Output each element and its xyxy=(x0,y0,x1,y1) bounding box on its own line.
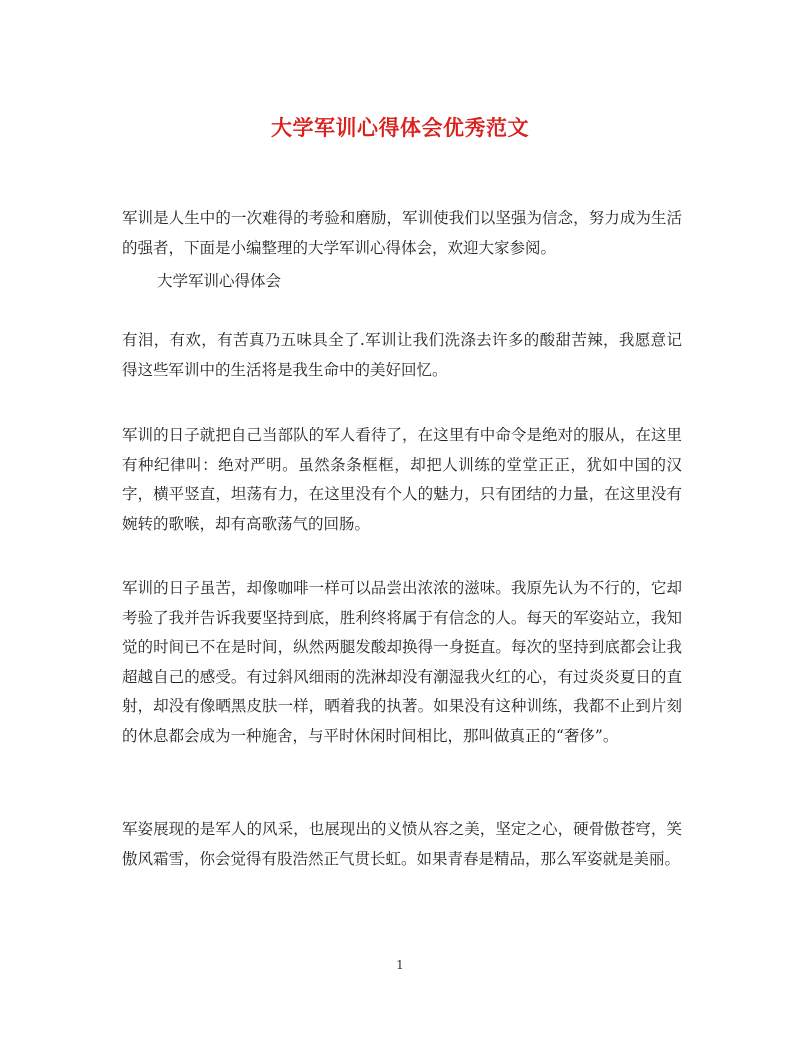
body-paragraph-4: 军姿展现的是军人的风采，也展现出的义愤从容之美，坚定之心，硬骨傲苍穹，笑傲风霜雪，你会觉得有股浩然正气贯长虹。如果青春是精品，那么军姿就是美丽。 xyxy=(122,820,682,868)
document-title: 大学军训心得体会优秀范文 xyxy=(271,115,529,140)
body-paragraph-3: 军训的日子虽苦，却像咖啡一样可以品尝出浓浓的滋味。我原先认为不行的，它却考验了我并告诉我要坚持到底，胜利终将属于有信念的人。每天的军姿站立，我知觉的时间已不在是时间，纵然两腿发酸却换得一身挺直。每次的坚持到底都会让我超越自己的感受。有过斜风细雨的洗淋却没有潮湿我火红的心，有过炎炎夏日的直射，却没有像晒黑皮肤一样，晒着我的执著。如果没有这种训练，我都不止到片刻的休息都会成为一种施舍，与平时休闲时间相比，那叫做真正的“奢侈”。 xyxy=(122,579,682,745)
sub-heading: 大学军训心得体会 xyxy=(157,272,282,290)
intro-paragraph: 军训是人生中的一次难得的考验和磨励，军训使我们以坚强为信念，努力成为生活的强者，下面是小编整理的大学军训心得体会，欢迎大家参阅。 xyxy=(122,209,682,257)
body-paragraph-2: 军训的日子就把自己当部队的军人看待了，在这里有中命令是绝对的服从，在这里有种纪律叫：绝对严明。虽然条条框框，却把人训练的堂堂正正，犹如中国的汉字，横平竖直，坦荡有力，在这里没有个人的魅力，只有团结的力量，在这里没有婉转的歌喉，却有高歌荡气的回肠。 xyxy=(122,426,682,533)
page-number: 1 xyxy=(396,958,404,972)
body-paragraph-1: 有泪，有欢，有苦真乃五味具全了.军训让我们洗涤去许多的酸甜苦辣，我愿意记得这些军训中的生活将是我生命中的美好回忆。 xyxy=(122,331,682,379)
